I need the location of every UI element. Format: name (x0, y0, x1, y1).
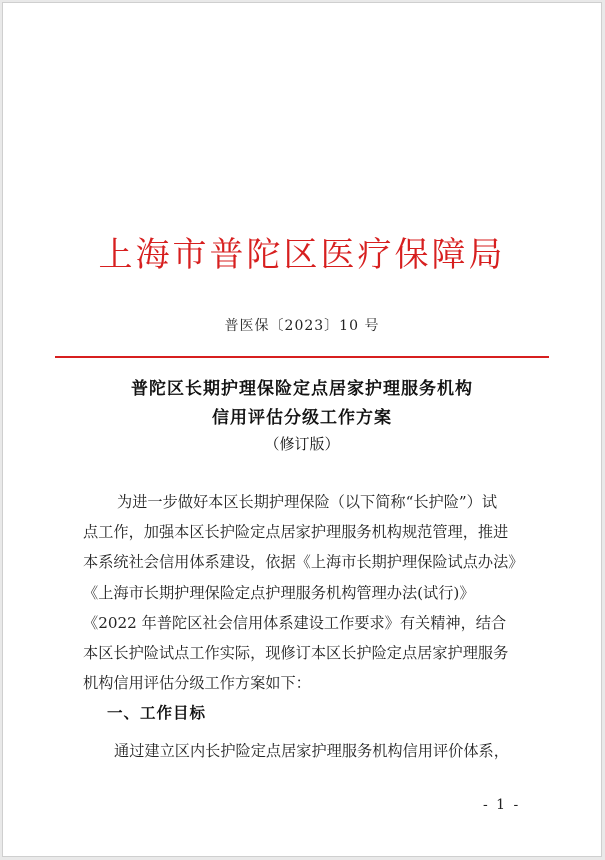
agency-name: 上海市普陀区医疗保障局 (98, 235, 506, 275)
doc-subtitle: （修订版） (264, 435, 340, 453)
paragraph-line: 点工作，加强本区长护险定点居家护理服务机构规范管理，推进 (83, 523, 509, 542)
paragraph-line: 《上海市长期护理保险定点护理服务机构管理办法(试行)》 (83, 583, 475, 602)
section-text: 通过建立区内长护险定点居家护理服务机构信用评价体系， (114, 742, 509, 760)
doc-title-line-2: 信用评估分级工作方案 (212, 408, 392, 428)
body-paragraph (83, 487, 553, 698)
document-page (2, 2, 602, 857)
doc-number: 普医保〔2023〕10 号 (224, 318, 380, 334)
paragraph-line: 《2022 年普陀区社会信用体系建设工作要求》有关精神，结合 (83, 613, 507, 632)
paragraph-line: 机构信用评估分级工作方案如下： (83, 674, 311, 693)
paragraph-line: 本系统社会信用体系建设，依据《上海市长期护理保险试点办法》 (83, 553, 524, 572)
paragraph-line: 本区长护险试点工作实际，现修订本区长护险定点居家护理服务 (83, 644, 509, 663)
doc-title-line-1: 普陀区长期护理保险定点居家护理服务机构 (131, 379, 473, 399)
red-divider (55, 356, 549, 358)
paragraph-line: 为进一步做好本区长期护理保险（以下简称“长护险”）试 (117, 493, 498, 511)
section-heading: 一、工作目标 (107, 703, 207, 722)
page-number: - 1 - (483, 797, 521, 813)
